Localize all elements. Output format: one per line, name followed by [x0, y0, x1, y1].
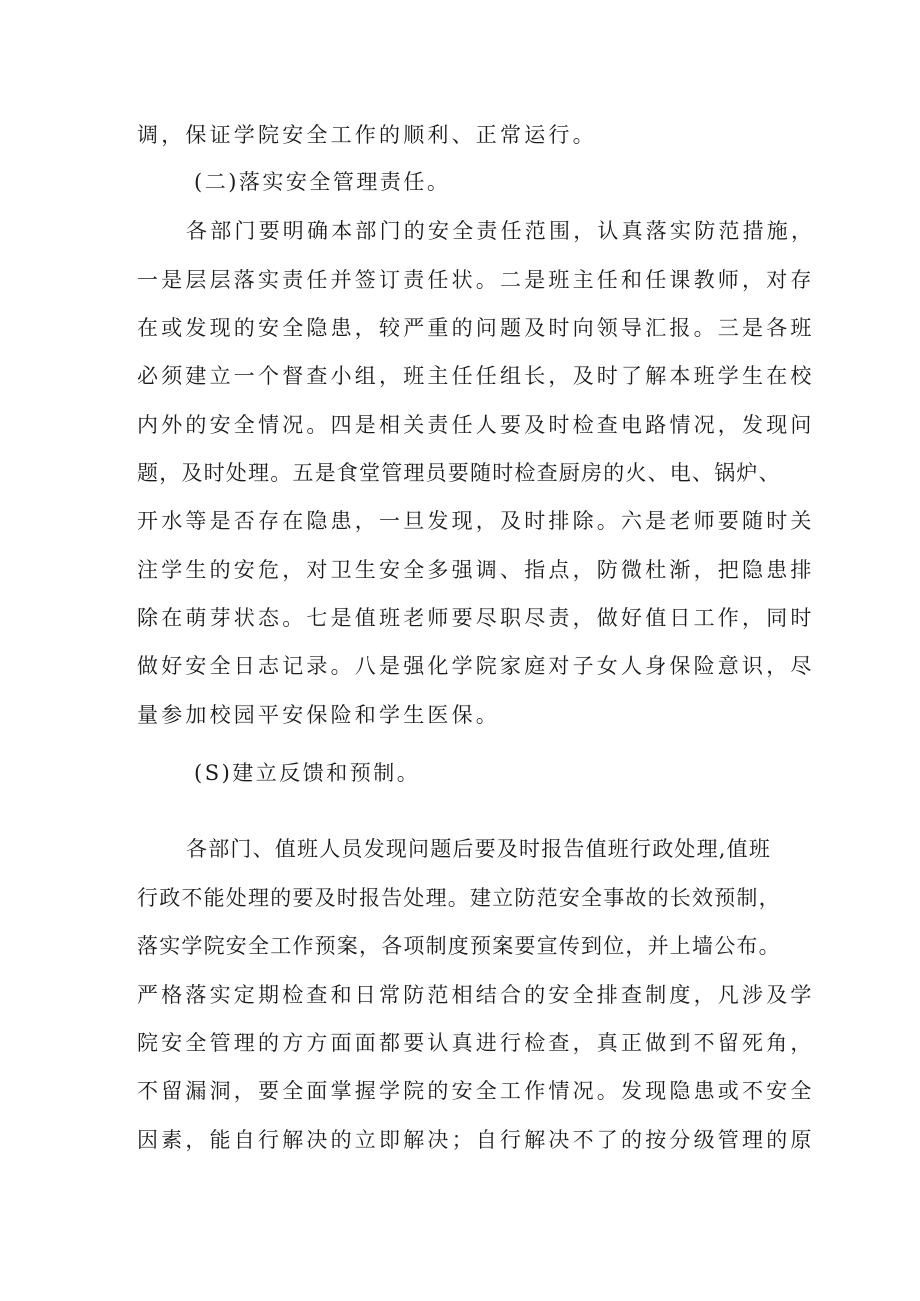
text-line-17: 落实学院安全工作预案，各项制度预案要宣传到位，并上墙公布。 [137, 934, 781, 958]
text-line-19: 院安全管理的方方面面都要认真进行检查，真正做到不留死角， [137, 1031, 815, 1055]
text-line-13: 量参加校园平安保险和学生医保。 [137, 703, 500, 727]
text-line-21: 因素，能自行解决的立即解决；自行解决不了的按分级管理的原 [137, 1128, 815, 1152]
text-line-5: 在或发现的安全隐患，较严重的问题及时向领导汇报。三是各班 [137, 316, 815, 340]
text-line-11: 除在萌芽状态。七是值班老师要尽职尽责，做好值日工作，同时 [137, 606, 815, 630]
text-line-1: 调，保证学院安全工作的顺利、正常运行。 [137, 123, 597, 147]
text-line-4: 一是层层落实责任并签订责任状。二是班主任和任课教师，对存 [137, 268, 815, 292]
section-heading-2: (二)落实安全管理责任。 [194, 170, 451, 194]
text-line-8: 题，及时处理。五是食堂管理员要随时检查厨房的火、电、锅炉、 [137, 461, 781, 485]
text-line-18: 严格落实定期检查和日常防范相结合的安全排查制度，凡涉及学 [137, 983, 815, 1007]
text-line-12: 做好安全日志记录。八是强化学院家庭对子女人身保险意识，尽 [137, 654, 815, 678]
text-line-15: 各部门、值班人员发现问题后要及时报告值班行政处理,值班 [186, 837, 772, 861]
text-line-6: 必须建立一个督查小组，班主任任组长，及时了解本班学生在校 [137, 364, 815, 388]
section-heading-3: (S)建立反馈和预制。 [194, 761, 421, 785]
text-line-20: 不留漏洞，要全面掌握学院的安全工作情况。发现隐患或不安全 [137, 1079, 815, 1103]
text-line-10: 注学生的安危，对卫生安全多强调、指点，防微杜渐，把隐患排 [137, 558, 815, 582]
text-line-16: 行政不能处理的要及时报告处理。建立防范安全事故的长效预制， [137, 886, 781, 910]
text-line-9: 开水等是否存在隐患，一旦发现，及时排除。六是老师要随时关 [137, 509, 815, 533]
text-line-3: 各部门要明确本部门的安全责任范围，认真落实防范措施， [186, 219, 816, 243]
text-line-7: 内外的安全情况。四是相关责任人要及时检查电路情况，发现问 [137, 413, 815, 437]
